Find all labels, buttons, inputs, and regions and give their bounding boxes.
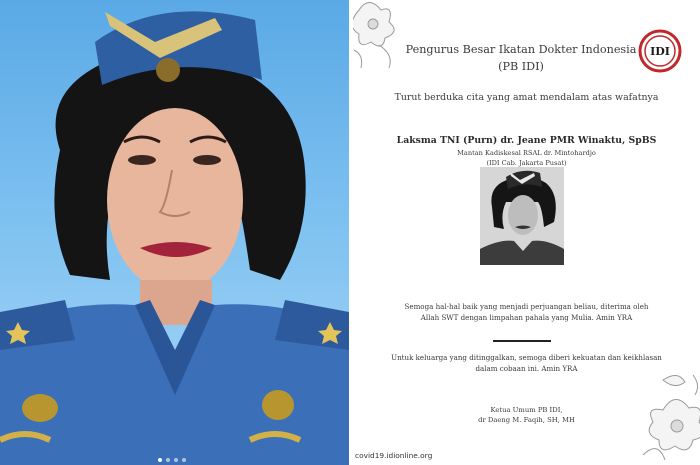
deceased-photo [480,167,564,265]
carousel-dot[interactable] [174,458,178,462]
family-message-line: Untuk keluarga yang ditinggalkan, semoga diberi kekuatan dan keikhlasan [391,353,662,362]
logo-text: IDI [650,45,670,58]
separator-line [493,340,551,342]
organization-title [401,41,641,75]
signer-name: dr Daeng M. Faqih, SH, MH [478,416,575,424]
organization-acronym: (PB IDI) [498,60,544,73]
carousel-dot[interactable] [166,458,170,462]
portrait-photo [0,0,349,465]
organization-name: Pengurus Besar Ikatan Dokter Indonesia [405,43,637,56]
prayer-line: Semoga hal-hal baik yang menjadi perjuangan beliau, diterima oleh [404,302,649,311]
idi-logo-icon [638,29,682,73]
carousel-dot[interactable] [182,458,186,462]
deceased-branch: (IDI Cab. Jakarta Pusat) [486,159,567,167]
footer-url[interactable]: covid19.idionline.org [355,451,433,460]
condolence-text: Turut berduka cita yang amat mendalam atas wafatnya [394,92,659,103]
deceased-position: Mantan Kadiskesal RSAL dr. Mintohardjo [457,149,596,157]
carousel-dots [158,458,186,462]
family-message-line: dalam cobaan ini. Amin YRA [475,364,578,373]
condolence-card [353,0,700,465]
carousel-dot[interactable] [158,458,162,462]
signer-title: Ketua Umum PB IDI, [490,406,563,414]
prayer-line: Allah SWT dengan limpahan pahala yang Mulia. Amin YRA [420,313,633,322]
portrait-illustration [0,0,349,465]
deceased-name: Laksma TNI (Purn) dr. Jeane PMR Winaktu, SpBS [396,135,657,146]
